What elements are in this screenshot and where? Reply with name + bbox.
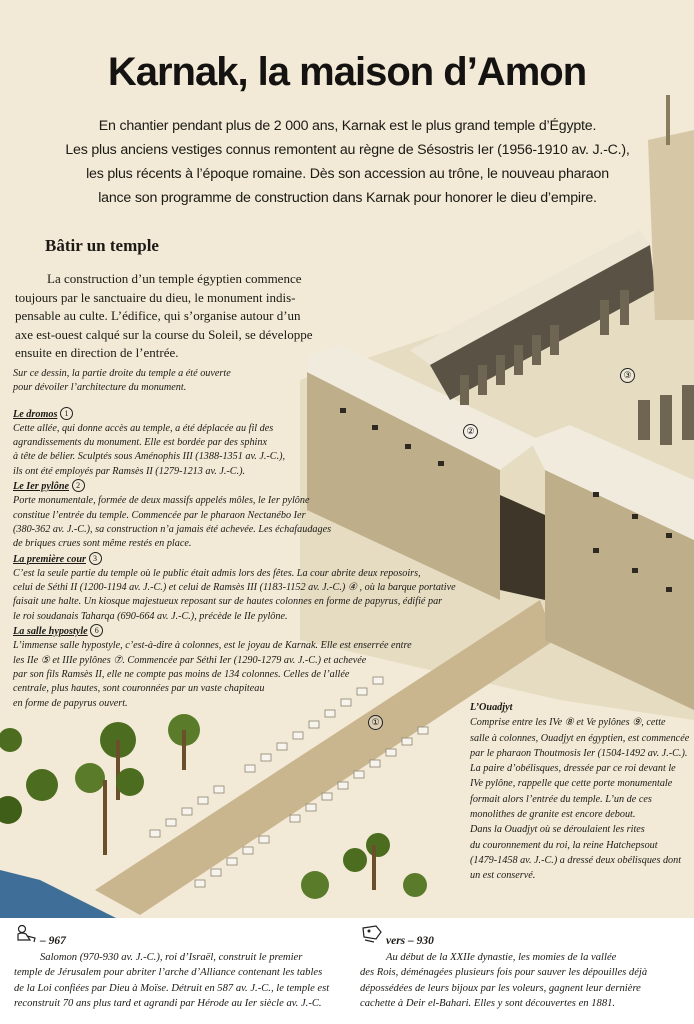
ouadjyt-line: IVe pylône, rappelle que cette porte monumentale bbox=[470, 778, 673, 790]
caption-lead-line: pour dévoiler l’architecture du monument. bbox=[13, 382, 187, 394]
entry-line: le roi soudanais Taharqa (690-664 av. J.-C.), précède le IIe pylône. bbox=[13, 610, 288, 622]
body-line: ensuite en direction de l’entrée. bbox=[15, 345, 179, 360]
entry-line: faisait une halte. Un kiosque majestueux reposant sur de hautes colonnes en forme de papyrus, édifié par bbox=[13, 596, 443, 608]
marker-3: ③ bbox=[620, 368, 635, 383]
intro-line: les plus récents à l’époque romaine. Dès son accession au trône, le nouveau pharaon bbox=[86, 166, 609, 182]
entry-heading: La salle hypostyle bbox=[13, 626, 88, 638]
caption-lead bbox=[13, 367, 493, 396]
ouadjyt-caption bbox=[470, 700, 692, 884]
entry-line: celui de Séthi II (1200-1194 av. J.-C.) et celui de Ramsès III (1183-1152 av. J.-C.) ④ , où la barque portative bbox=[13, 582, 456, 594]
entry-line: ils ont été employés par Ramsès II (1279-1213 av. J.-C.). bbox=[13, 465, 246, 477]
timeline-line: dépossédées de leurs bijoux par les voleurs, gagnent leur dernière bbox=[360, 982, 641, 994]
intro-line: Les plus anciens vestiges connus remontent au règne de Sésostris Ier (1956-1910 av. J.-C.), bbox=[65, 142, 630, 158]
entry-number: 1 bbox=[60, 407, 73, 420]
timeline-line: des Rois, déménagées plusieurs fois pour sauver les dépouilles déjà bbox=[360, 967, 648, 979]
entry-heading: La première cour bbox=[13, 553, 86, 565]
body-line: toujours par le sanctuaire du dieu, le monument indis- bbox=[15, 289, 296, 305]
entry-line: L’immense salle hypostyle, c’est-à-dire à colonnes, est le joyau de Karnak. Elle est enserrée entre bbox=[13, 640, 412, 652]
entry-line: les IIe ⑤ et IIIe pylônes ⑦. Commencée par Séthi Ier (1290-1279 av. J.-C.) et achevée bbox=[13, 654, 367, 666]
entry-line: C’est la seule partie du temple où le public était admis lors des fêtes. La cour abrite deux reposoirs, bbox=[13, 567, 421, 579]
body-line: axe est-ouest calqué sur la course du Soleil, se développe bbox=[15, 326, 313, 342]
timeline-entry-967 bbox=[14, 934, 344, 1012]
entry-line: par son fils Ramsès II, elle ne compte pas moins de 134 colonnes. Celles de l’allée bbox=[13, 668, 350, 680]
body-line: La construction d’un temple égyptien commence bbox=[47, 271, 302, 286]
entry-dromos bbox=[13, 407, 493, 479]
entry-line: à tête de bélier. Sculptés sous Aménophis III (1388-1351 av. J.-C.), bbox=[13, 451, 286, 463]
ouadjyt-heading: L’Ouadjyt bbox=[470, 702, 513, 713]
entry-heading: Le dromos bbox=[13, 408, 58, 420]
intro-paragraph bbox=[60, 114, 635, 210]
entry-pylone bbox=[13, 479, 493, 551]
ouadjyt-line: Dans la Ouadjyt où se déroulaient les rites bbox=[470, 824, 645, 836]
intro-line: lance son programme de construction dans Karnak pour honorer le dieu d’empire. bbox=[98, 190, 597, 206]
entry-line: centrale, plus hautes, sont couronnées par un vaste chapiteau bbox=[13, 683, 265, 695]
ouadjyt-line: salle à colonnes, Ouadjyt en égyptien, est commencée bbox=[470, 732, 690, 744]
entry-number: 6 bbox=[90, 624, 103, 637]
entry-line: Cette allée, qui donne accès au temple, a été déplacée au fil des bbox=[13, 422, 274, 434]
caption-lead-line: Sur ce dessin, la partie droite du temple a été ouverte bbox=[13, 368, 231, 379]
entry-line: en forme de papyrus ouvert. bbox=[13, 697, 128, 709]
entry-number: 3 bbox=[89, 552, 102, 565]
timeline-date: – 967 bbox=[40, 935, 66, 947]
timeline-date: vers – 930 bbox=[386, 935, 434, 947]
timeline-line: de la Loi confiées par Dieu à Moïse. Détruit en 587 av. J.-C., le temple est bbox=[14, 982, 330, 994]
page-title: Karnak, la maison d’Amon bbox=[107, 50, 587, 94]
body-line: pensable au culte. L’édifice, qui s’organise autour d’un bbox=[15, 308, 301, 323]
timeline-band bbox=[0, 918, 694, 1024]
timeline-line: Salomon (970-930 av. J.-C.), roi d’Israël, construit le premier bbox=[40, 951, 303, 963]
entry-line: Porte monumentale, formée de deux massifs appelés môles, le Ier pylône bbox=[13, 495, 310, 507]
entry-premiere-cour bbox=[13, 552, 493, 624]
marker-2: ② bbox=[463, 424, 478, 439]
entry-line: de briques crues sont même restés en place. bbox=[13, 538, 192, 550]
ouadjyt-line: du couronnement du roi, la reine Hatchepsout bbox=[470, 839, 658, 851]
body-paragraph bbox=[15, 270, 350, 363]
entry-line: (380-362 av. J.-C.), sa construction n’a jamais été achevée. Les échafaudages bbox=[13, 523, 332, 535]
timeline-entry-930 bbox=[360, 934, 690, 1012]
timeline-line: cachette à Deir el-Bahari. Elles y sont découvertes en 1881. bbox=[360, 998, 616, 1010]
section-title: Bâtir un temple bbox=[45, 236, 159, 255]
timeline-line: temple de Jérusalem pour abriter l’arche d’Alliance contenant les tables bbox=[14, 967, 323, 979]
ouadjyt-line: (1479-1458 av. J.-C.) a dressé deux obélisques dont bbox=[470, 854, 682, 866]
entry-line: agrandissements du monument. Elle est bordée par des sphinx bbox=[13, 437, 267, 449]
ouadjyt-line: monolithes de granite est encore debout. bbox=[470, 809, 636, 821]
marker-1: ① bbox=[368, 715, 383, 730]
timeline-line: reconstruit 70 ans plus tard et agrandi par Hérode au Ier siècle av. J.-C. bbox=[14, 998, 322, 1010]
entry-salle-hypostyle bbox=[13, 624, 493, 711]
ouadjyt-line: par le pharaon Thoutmosis Ier (1504-1492 av. J.-C.). bbox=[470, 747, 688, 759]
caption-column bbox=[13, 367, 493, 711]
ouadjyt-line: un est conservé. bbox=[470, 870, 536, 882]
entry-line: constitue l’entrée du temple. Commencée par le pharaon Nectanébo Ier bbox=[13, 509, 306, 521]
entry-heading: Le Ier pylône bbox=[13, 481, 70, 493]
timeline-line: Au début de la XXIIe dynastie, les momies de la vallée bbox=[386, 951, 617, 963]
ouadjyt-line: La paire d’obélisques, dressée par ce roi devant le bbox=[470, 763, 676, 775]
ouadjyt-line: Comprise entre les IVe ⑧ et Ve pylônes ⑨, cette bbox=[470, 717, 666, 729]
ouadjyt-line: formait alors l’entrée du temple. L’un de ces bbox=[470, 793, 652, 805]
entry-number: 2 bbox=[72, 479, 85, 492]
intro-line: En chantier pendant plus de 2 000 ans, Karnak est le plus grand temple d’Égypte. bbox=[98, 118, 597, 134]
